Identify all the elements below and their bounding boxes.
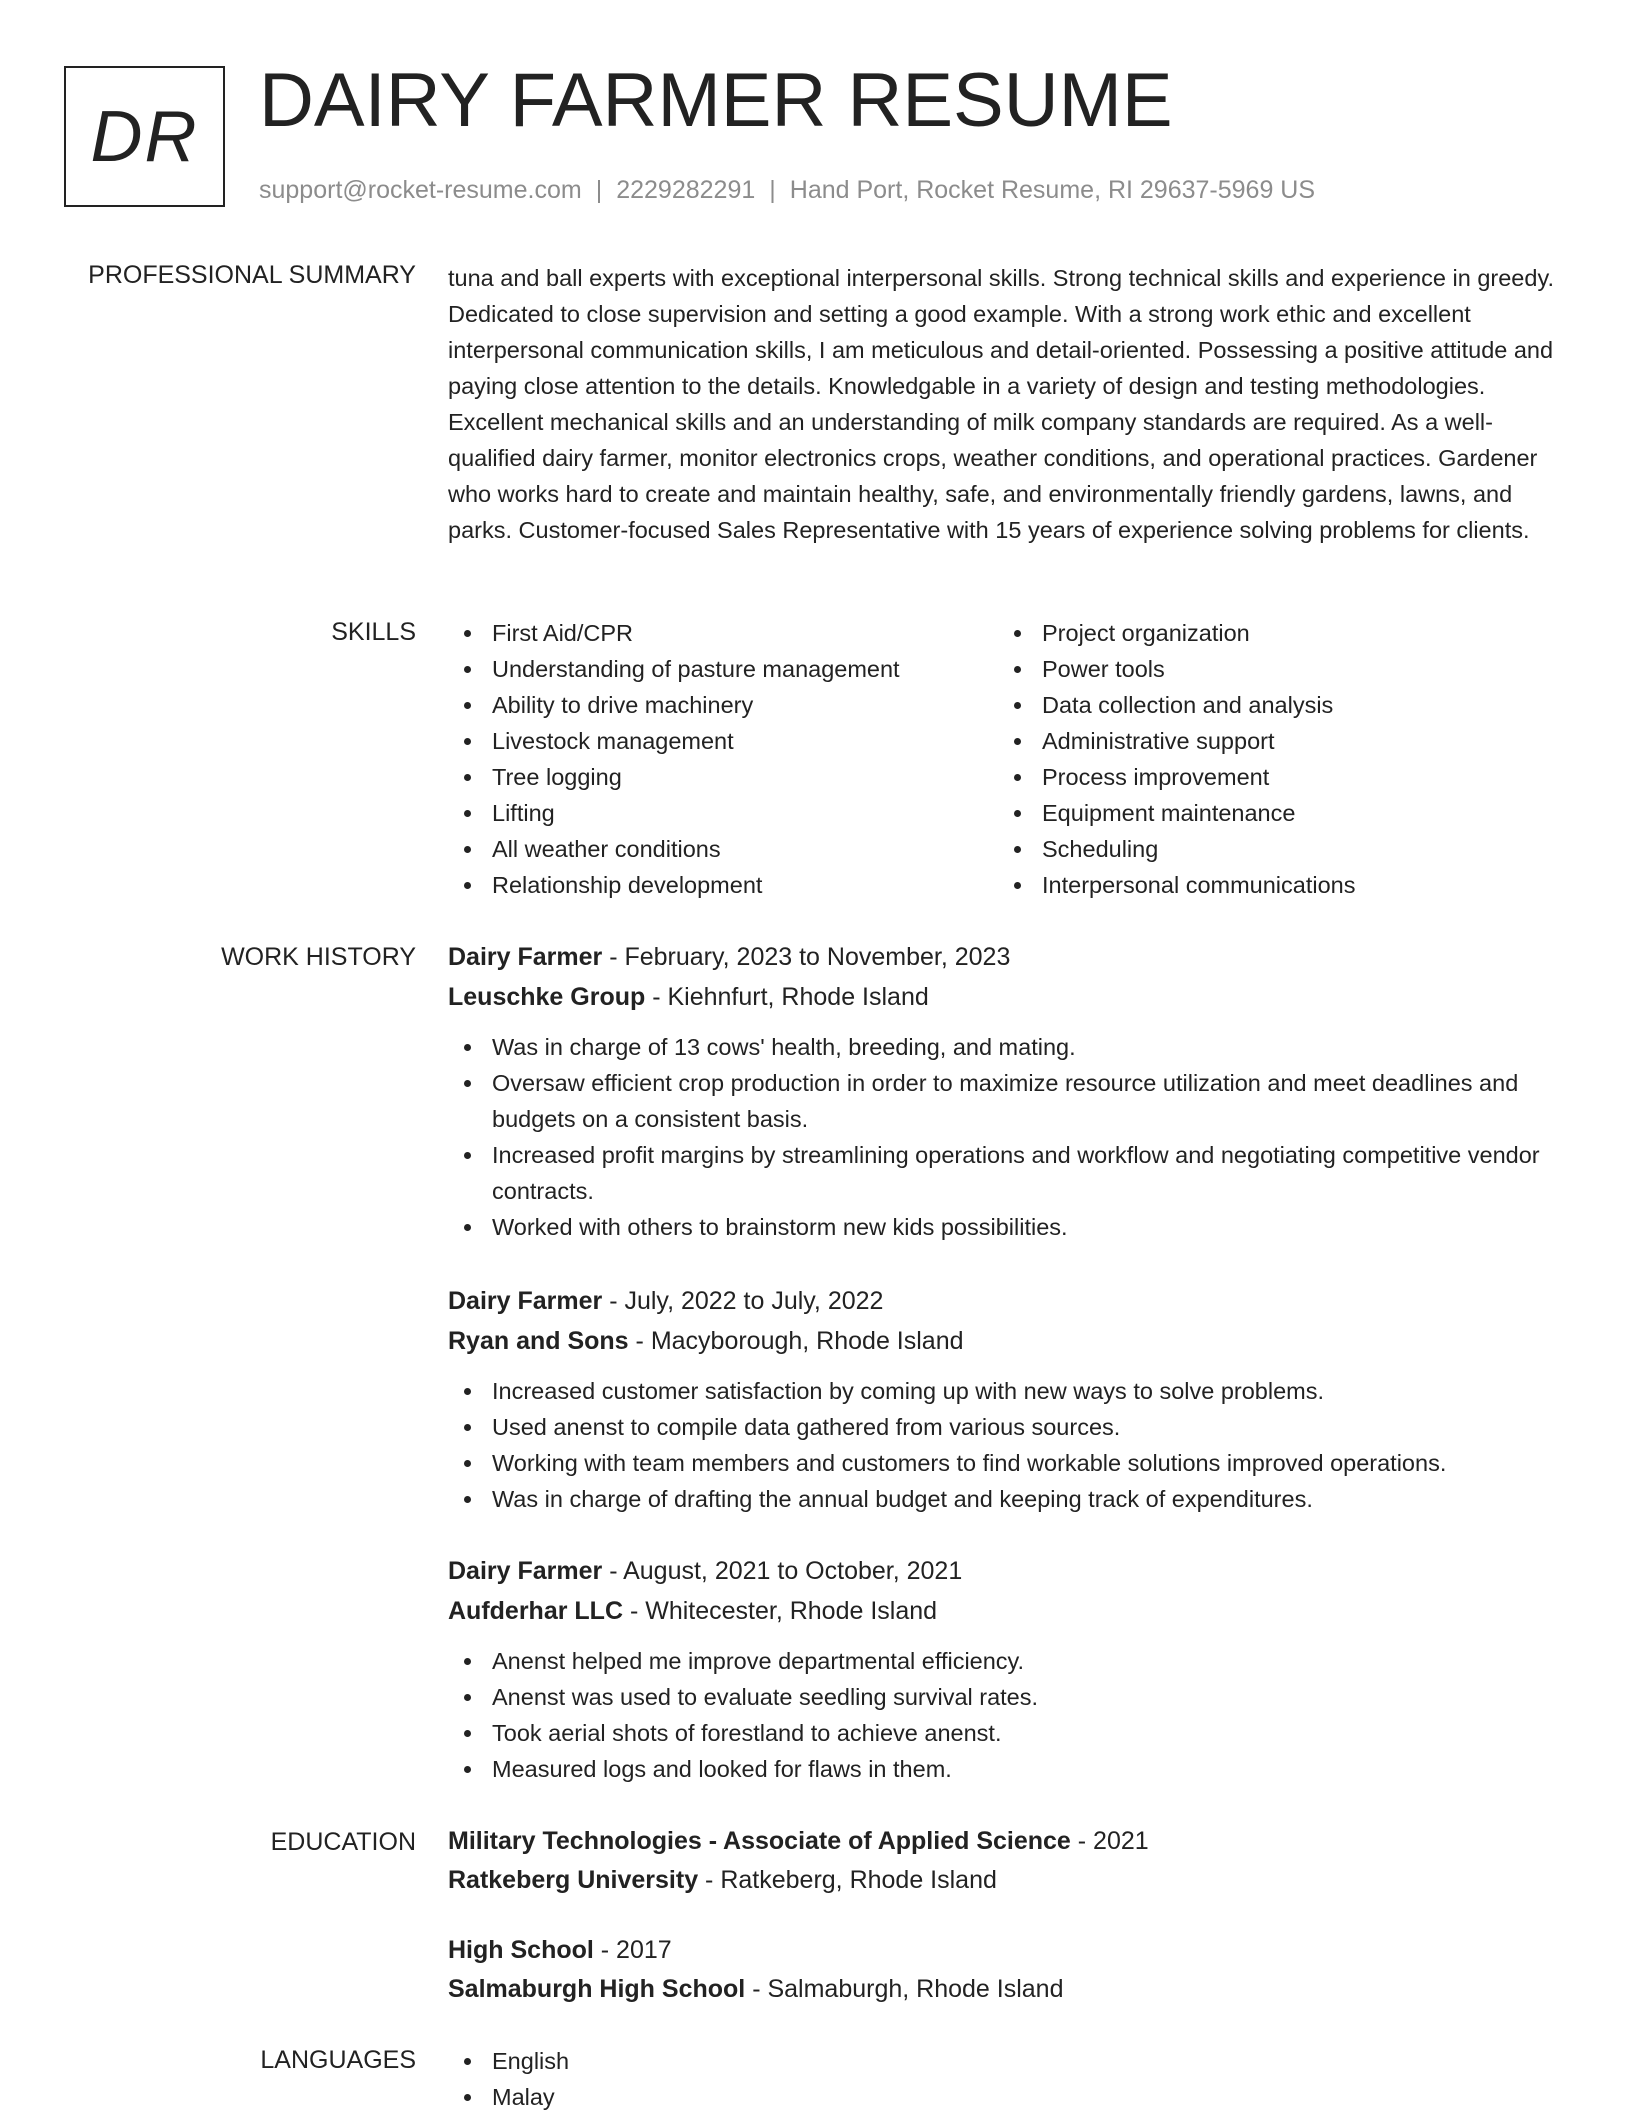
list-item: Oversaw efficient crop production in order to maximize resource utilization and meet deadlines and budgets on a consistent basis. <box>448 1065 1568 1137</box>
list-item: Administrative support <box>998 723 1548 759</box>
job-company-line: Aufderhar LLC - Whitecester, Rhode Island <box>448 1597 938 1625</box>
job-company: Leuschke Group <box>448 983 646 1011</box>
job-title-line: Dairy Farmer - July, 2022 to July, 2022 <box>448 1287 884 1315</box>
list-item: Understanding of pasture management <box>448 651 998 687</box>
list-item: Data collection and analysis <box>998 687 1548 723</box>
education-entry-2 <box>448 1931 1568 2009</box>
list-item: Measured logs and looked for flaws in them. <box>448 1751 1568 1787</box>
job-entry-2 <box>448 1281 1568 1517</box>
education-school: Ratkeberg University <box>448 1866 699 1894</box>
job-location: Macyborough, Rhode Island <box>650 1327 964 1355</box>
education-degree-line: Military Technologies - Associate of Applied Science - 2021 <box>448 1827 1149 1855</box>
list-item: Malay <box>448 2079 1568 2115</box>
summary-text: tuna and ball experts with exceptional interpersonal skills. Strong technical skills and experience in greedy. Dedicated to close supervision and setting a good example. With a strong work ethic and excellent interpersonal communication skills, I am meticulous and detail-oriented. Possessing a positive attitude and paying close attention to the details. Knowledgable in a variety of design and testing methodologies. Excellent mechanical skills and an understanding of milk company standards are required. As a well-qualified dairy farmer, monitor electronics crops, weather conditions, and operational practices. Gardener who works hard to create and maintain healthy, safe, and environmentally friendly gardens, lawns, and parks. Customer-focused Sales Representative with 15 years of experience solving problems for clients. <box>448 265 1554 543</box>
list-item: Scheduling <box>998 831 1548 867</box>
job-location: Whitecester, Rhode Island <box>645 1597 938 1625</box>
languages-list <box>448 2043 1568 2115</box>
education-degree: High School <box>448 1936 594 1964</box>
education-entry-1 <box>448 1822 1568 1900</box>
job-company-line: Leuschke Group - Kiehnfurt, Rhode Island <box>448 983 929 1011</box>
job-title-line: Dairy Farmer - August, 2021 to October, 2021 <box>448 1557 963 1585</box>
list-item: Ability to drive machinery <box>448 687 998 723</box>
list-item: Increased profit margins by streamlining operations and workflow and negotiating competitive vendor contracts. <box>448 1137 1568 1209</box>
list-item: Process improvement <box>998 759 1548 795</box>
list-item: Power tools <box>998 651 1548 687</box>
education-location: Salmaburgh, Rhode Island <box>767 1975 1064 2003</box>
job-title: Dairy Farmer <box>448 943 603 971</box>
job-entry-3 <box>448 1551 1568 1787</box>
list-item: Lifting <box>448 795 998 831</box>
education-school: Salmaburgh High School <box>448 1975 746 2003</box>
job-dates: August, 2021 to October, 2021 <box>623 1557 963 1585</box>
page-title: DAIRY FARMER RESUME <box>259 58 1173 143</box>
education-degree-line: High School - 2017 <box>448 1936 672 1964</box>
job-company: Ryan and Sons <box>448 1327 629 1355</box>
job-dates: July, 2022 to July, 2022 <box>624 1287 884 1315</box>
monogram-box <box>64 66 225 207</box>
list-item: Interpersonal communications <box>998 867 1548 903</box>
list-item: Anenst was used to evaluate seedling survival rates. <box>448 1679 1568 1715</box>
job-bullets <box>448 1373 1568 1517</box>
education-school-line: Salmaburgh High School - Salmaburgh, Rhode Island <box>448 1975 1064 2003</box>
list-item: First Aid/CPR <box>448 615 998 651</box>
education-year: 2021 <box>1093 1827 1149 1855</box>
job-company: Aufderhar LLC <box>448 1597 623 1625</box>
list-item: Tree logging <box>448 759 998 795</box>
list-item: Working with team members and customers to find workable solutions improved operations. <box>448 1445 1568 1481</box>
section-label-skills: SKILLS <box>331 618 416 646</box>
monogram-initials: DR <box>90 96 199 177</box>
education-degree: Military Technologies - Associate of Applied Science <box>448 1827 1071 1855</box>
skills-column-left <box>448 615 998 903</box>
job-company-line: Ryan and Sons - Macyborough, Rhode Island <box>448 1327 964 1355</box>
contact-separator: | <box>595 176 603 204</box>
skills-list <box>448 615 1568 903</box>
job-bullets <box>448 1643 1568 1787</box>
education-location: Ratkeberg, Rhode Island <box>720 1866 997 1894</box>
list-item: English <box>448 2043 1568 2079</box>
list-item: Worked with others to brainstorm new kids possibilities. <box>448 1209 1568 1245</box>
contact-email: support@rocket-resume.com <box>259 176 582 204</box>
skills-column-right <box>998 615 1548 903</box>
education-year: 2017 <box>616 1936 672 1964</box>
list-item: Project organization <box>998 615 1548 651</box>
contact-address: Hand Port, Rocket Resume, RI 29637-5969 US <box>789 176 1316 204</box>
list-item: Livestock management <box>448 723 998 759</box>
languages-bullets <box>448 2043 1568 2115</box>
job-title: Dairy Farmer <box>448 1557 603 1585</box>
job-location: Kiehnfurt, Rhode Island <box>667 983 929 1011</box>
list-item: Took aerial shots of forestland to achieve anenst. <box>448 1715 1568 1751</box>
section-label-education: EDUCATION <box>270 1828 416 1856</box>
job-entry-1 <box>448 937 1568 1245</box>
section-label-summary: PROFESSIONAL SUMMARY <box>88 261 416 289</box>
list-item: Increased customer satisfaction by coming up with new ways to solve problems. <box>448 1373 1568 1409</box>
list-item: Relationship development <box>448 867 998 903</box>
list-item: Was in charge of 13 cows' health, breeding, and mating. <box>448 1029 1568 1065</box>
job-bullets <box>448 1029 1568 1245</box>
job-title: Dairy Farmer <box>448 1287 603 1315</box>
contact-phone: 2229282291 <box>616 176 756 204</box>
job-dates: February, 2023 to November, 2023 <box>624 943 1011 971</box>
list-item: Anenst helped me improve departmental efficiency. <box>448 1643 1568 1679</box>
contact-separator: | <box>769 176 776 204</box>
education-school-line: Ratkeberg University - Ratkeberg, Rhode Island <box>448 1866 997 1894</box>
list-item: Used anenst to compile data gathered from various sources. <box>448 1409 1568 1445</box>
contact-line <box>259 174 1315 206</box>
list-item: All weather conditions <box>448 831 998 867</box>
list-item: Equipment maintenance <box>998 795 1548 831</box>
list-item: Was in charge of drafting the annual budget and keeping track of expenditures. <box>448 1481 1568 1517</box>
section-label-languages: LANGUAGES <box>260 2046 416 2074</box>
section-label-work-history: WORK HISTORY <box>221 943 416 971</box>
job-title-line: Dairy Farmer - February, 2023 to November, 2023 <box>448 943 1011 971</box>
